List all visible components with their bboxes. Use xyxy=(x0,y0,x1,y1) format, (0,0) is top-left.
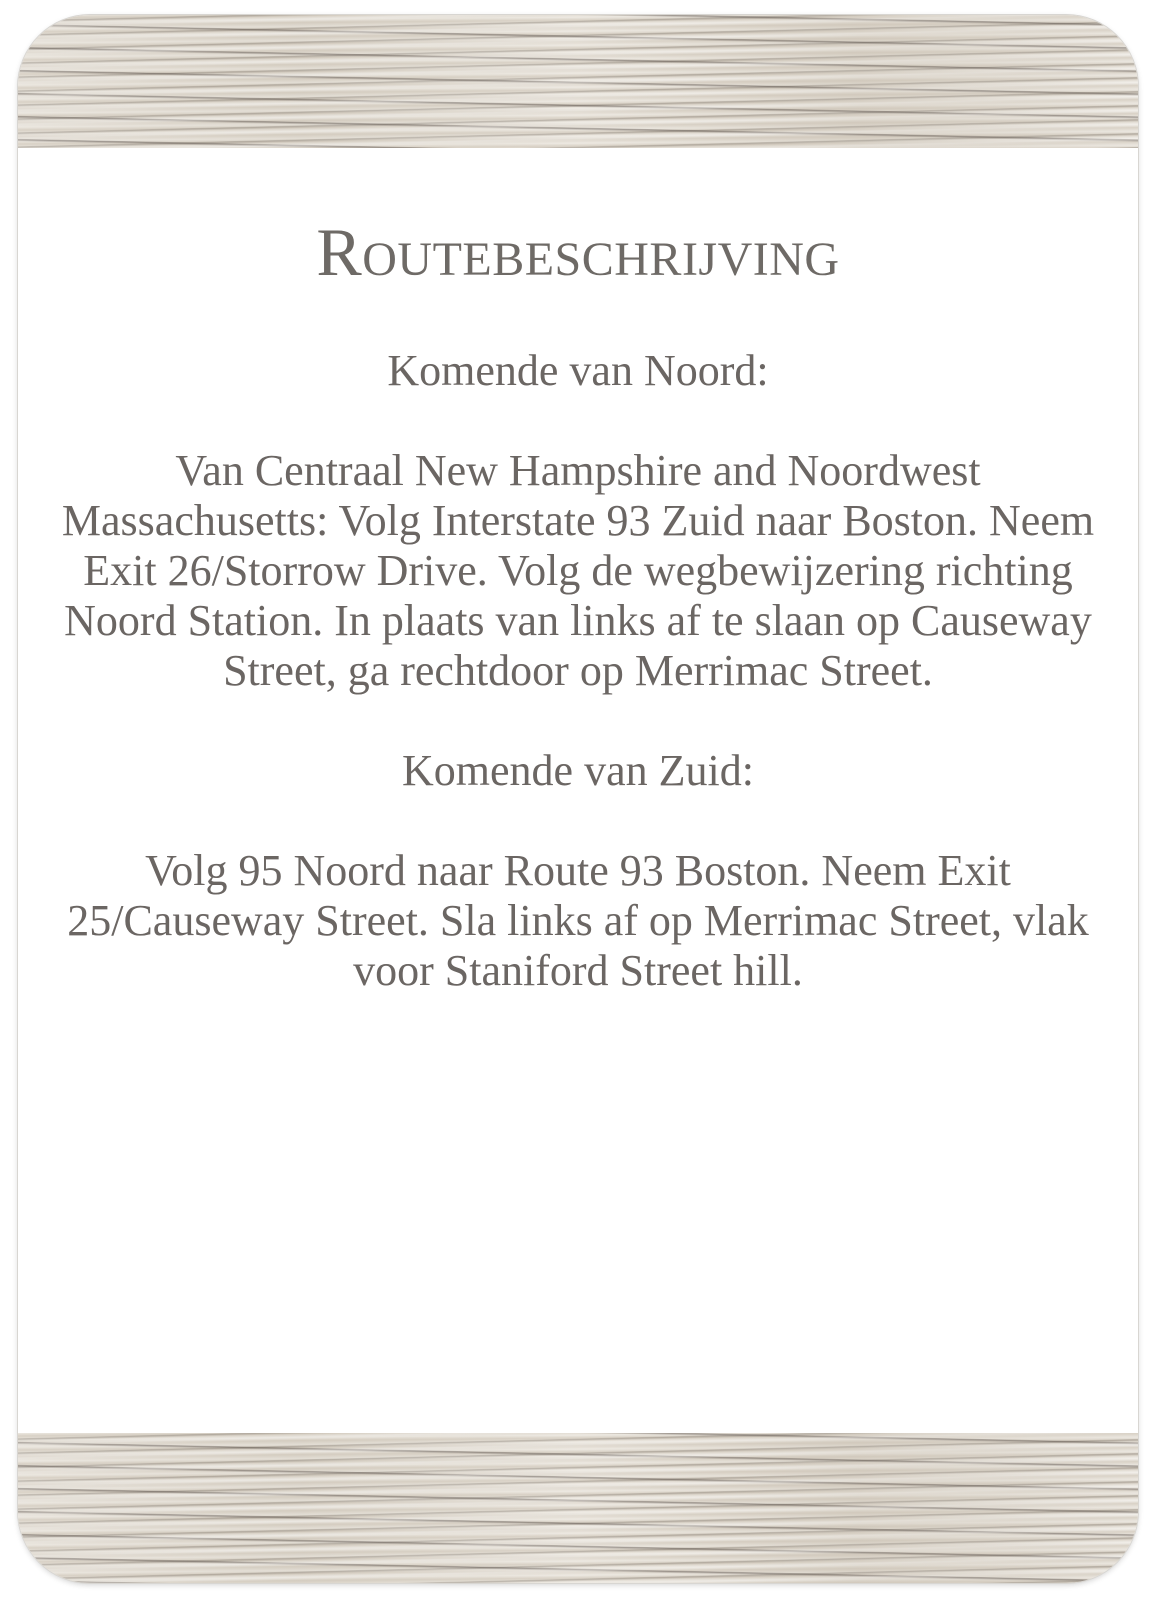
north-directions: Van Centraal New Hampshire and Noordwest Massachusetts: Volg Interstate 93 Zuid naar Boston. Neem Exit 26/Storrow Drive. Volg de wegbewijzering richting Noord Station. In plaats van links af te slaan op Causeway Street, ga rechtdoor op Merrimac Street. xyxy=(61,446,1095,695)
page-title: Routebeschrijving xyxy=(316,214,840,290)
south-directions: Volg 95 Noord naar Route 93 Boston. Neem Exit 25/Causeway Street. Sla links af op Merrimac Street, vlak voor Staniford Street hill. xyxy=(67,846,1089,995)
south-heading: Komende van Zuid: xyxy=(402,746,754,795)
card-content xyxy=(18,148,1138,1433)
wood-border-bottom xyxy=(18,1433,1138,1583)
north-heading: Komende van Noord: xyxy=(387,346,769,395)
directions-card xyxy=(18,15,1138,1583)
wood-border-top xyxy=(18,15,1138,148)
